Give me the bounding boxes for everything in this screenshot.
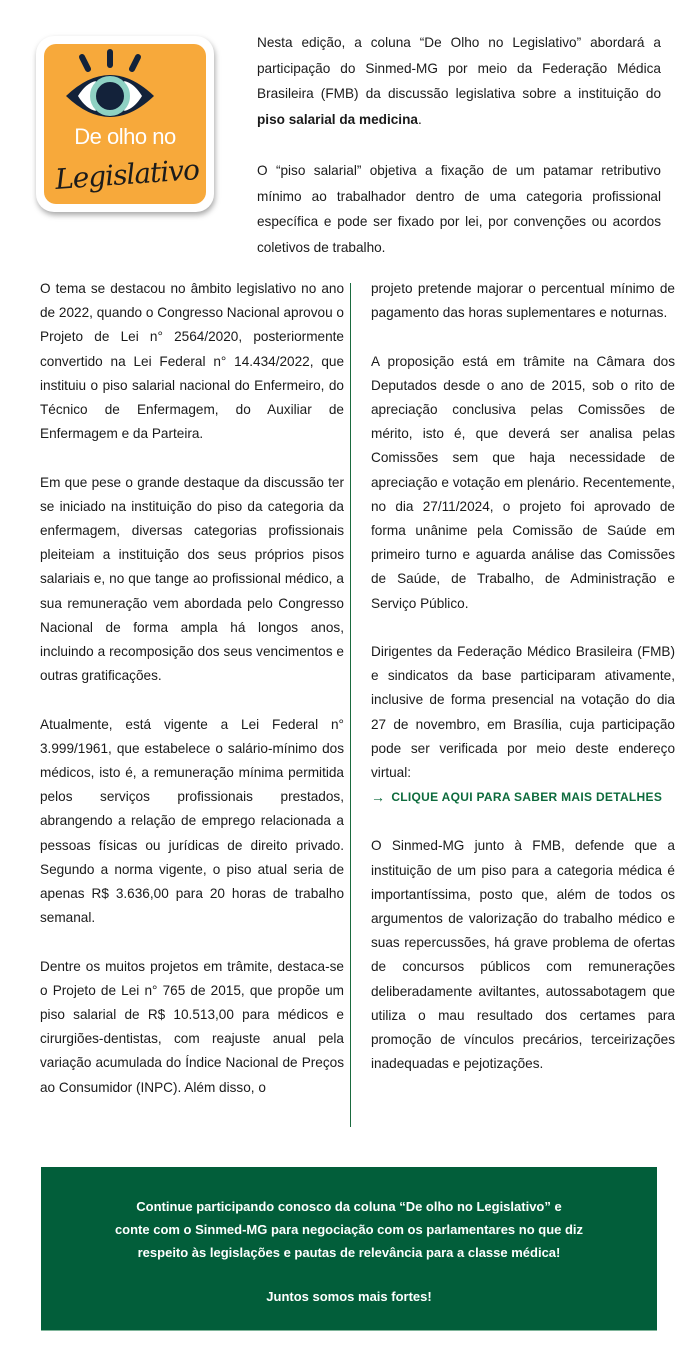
right-column: [371, 277, 675, 1101]
article-paragraph: Dentre os muitos projetos em trâmite, destaca-se o Projeto de Lei n° 765 de 2015, que propõe um piso salarial de R$ 10.513,00 para médicos e cirurgiões-dentistas, com reajuste anual pela variação acumulada do Índice Nacional de Preços ao Consumidor (INPC). Além disso, o: [40, 958, 344, 1095]
article-paragraph: O Sinmed-MG junto à FMB, defende que a instituição de um piso para a categoria médica é importantíssima, posto que, além de todos os argumentos de valorização do trabalho médico e suas repercussões, há grave problema de ofertas de concursos públicos com remunerações deliberadamente aviltantes, autossabotagem que utiliza o mau resultado dos certames para promoção de vínculos precários, terceirizações inadequadas e pejotizações.: [371, 838, 675, 1072]
banner-line: respeito às legislações e pautas de relevância para a classe médica!: [137, 1245, 561, 1260]
article-text: Dirigentes da Federação Médico Brasileira (FMB) e sindicatos da base participaram ativamente, inclusive de forma presencial na votação do dia 27 de novembro, em Brasília, cuja participação pode ser verificada por meio deste endereço virtual:: [371, 644, 675, 781]
article-paragraph: projeto pretende majorar o percentual mínimo de pagamento das horas suplementares e noturnas.: [371, 281, 675, 321]
article-paragraph: A proposição está em trâmite na Câmara dos Deputados desde o ano de 2015, sob o rito de apreciação conclusiva pelas Comissões de mérito, isto é, que deverá ser analisa pelas Comissões sem que haja necessidade de apreciação e votação em plenário. Recentemente, no dia 27/11/2024, o projeto foi aprovado de forma unânime pela Comissão de Saúde em primeiro turno e aguarda análise das Comissões de Saúde, de Trabalho, de Administração e Serviço Público.: [371, 353, 675, 611]
intro-section: [257, 30, 661, 286]
arrow-right-icon: →: [371, 789, 386, 806]
eye-pupil: [97, 83, 123, 109]
more-details-label: CLIQUE AQUI PARA SABER MAIS DETALHES: [391, 790, 663, 805]
intro-text: Nesta edição, a coluna “De Olho no Legislativo” abordará a participação do Sinmed-MG por meio da Federação Médica Brasileira (FMB) da discussão legislativa sobre a instituição do: [257, 35, 661, 102]
banner-line: Continue participando conosco da coluna “De olho no Legislativo” e: [136, 1199, 562, 1214]
banner-closing: Juntos somos mais fortes!: [266, 1289, 432, 1304]
intro-paragraph-1: [257, 30, 661, 132]
more-details-link[interactable]: [371, 785, 662, 809]
logo-text-top: De olho no: [74, 124, 176, 149]
left-column: [40, 277, 344, 1124]
banner-line: conte com o Sinmed-MG para negociação com os parlamentares no que diz: [114, 1222, 584, 1237]
article-paragraph: O tema se destacou no âmbito legislativo no ano de 2022, quando o Congresso Nacional aprovou o Projeto de Lei n° 2564/2020, posteriormente convertido na Lei Federal n° 14.434/2022, que instituiu o piso salarial nacional do Enfermeiro, do Técnico de Enfermagem, do Auxiliar de Enfermagem e da Parteira.: [40, 281, 344, 442]
logo-text-script: Legislativo: [54, 153, 200, 196]
column-divider: [350, 283, 351, 1127]
article-paragraph: Em que pese o grande destaque da discussão ter se iniciado na instituição do piso da categoria da enfermagem, diversas categorias profissionais pleiteiam a instituição dos seus próprios pisos salariais e, no que tange ao profissional médico, a sua remuneração vem abordada pelo Congresso Nacional de forma ampla há longos anos, incluindo a recomposição dos seus vencimentos e outras gratificações.: [40, 474, 344, 684]
closing-banner: [41, 1167, 657, 1331]
eye-ray-left: [82, 57, 88, 69]
logo-badge: [44, 44, 206, 204]
intro-paragraph-2: O “piso salarial” objetiva a fixação de um patamar retributivo mínimo ao trabalhador dentro de uma categoria profissional específica e pode ser fixado por lei, por convenções ou acordos coletivos de trabalho.: [257, 162, 661, 255]
article-paragraph: [371, 640, 675, 810]
article-paragraph: Atualmente, está vigente a Lei Federal n° 3.999/1961, que estabelece o salário-mínimo dos médicos, isto é, a remuneração mínima permitida pelos serviços profissionais prestados, abrangendo a relação de emprego relacionada a pessoas físicas ou jurídicas de direito privado. Segundo a norma vigente, o piso atual seria de apenas R$ 3.636,00 para 20 horas de trabalho semanal.: [40, 716, 344, 926]
eye-ray-right: [132, 57, 138, 69]
intro-highlight: piso salarial da medicina: [257, 111, 418, 127]
intro-period: .: [417, 111, 422, 127]
column-logo: [36, 36, 214, 212]
banner-message: [41, 1195, 657, 1264]
